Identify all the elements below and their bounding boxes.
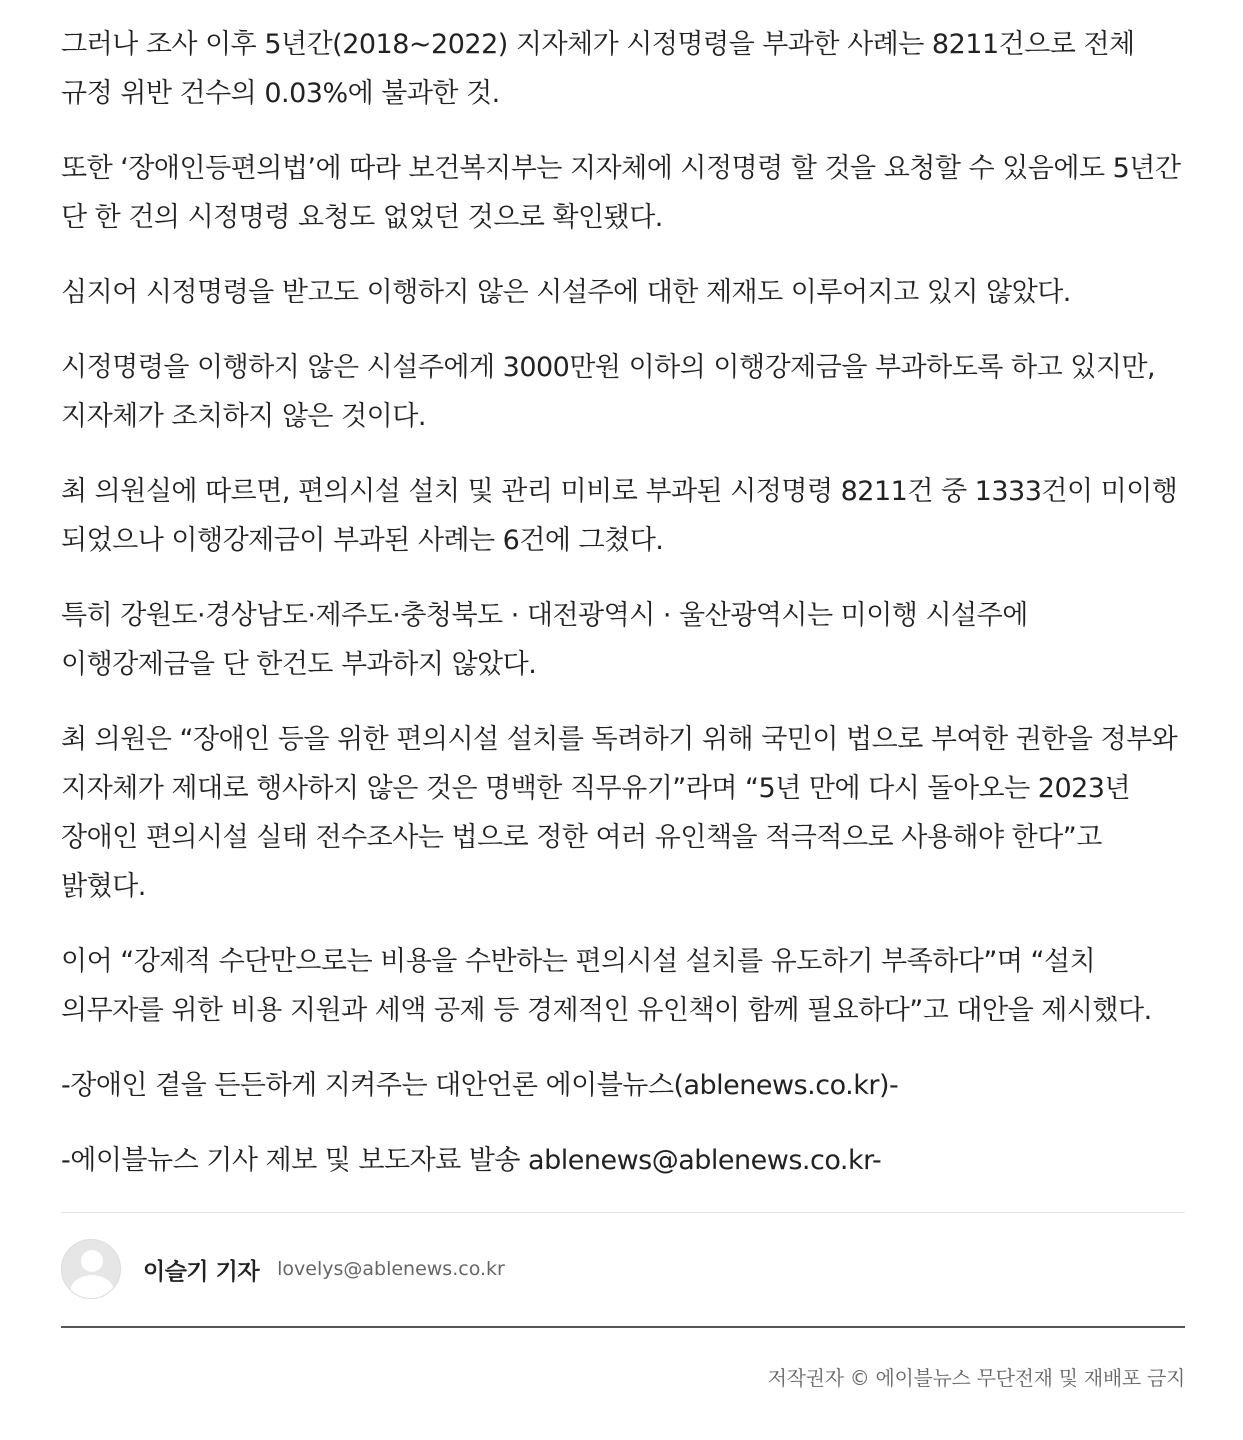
article-body <box>61 20 1185 1211</box>
article-paragraph-4: 시정명령을 이행하지 않은 시설주에게 3000만원 이하의 이행강제금을 부과하도록 하고 있지만, 지자체가 조치하지 않은 것이다. <box>61 352 1156 432</box>
article-paragraph-5: 최 의원실에 따르면, 편의시설 설치 및 관리 미비로 부과된 시정명령 8211건 중 1333건이 미이행 되었으나 이행강제금이 부과된 사례는 6건에 그쳤다. <box>61 476 1178 556</box>
article-paragraph-3: 심지어 시정명령을 받고도 이행하지 않은 시설주에 대한 제재도 이루어지고 있지 않았다. <box>61 277 1071 308</box>
article-tagline: -장애인 곁을 든든하게 지켜주는 대안언론 에이블뉴스(ablenews.co.kr)- <box>61 1070 899 1101</box>
avatar-shoulders-shape <box>70 1275 114 1299</box>
reporter-name[interactable]: 이슬기 기자 <box>143 1258 260 1285</box>
copyright-notice: 저작권자 © 에이블뉴스 무단전재 및 재배포 금지 <box>767 1366 1185 1390</box>
article-paragraph-8: 이어 “강제적 수단만으로는 비용을 수반하는 편의시설 설치를 유도하기 부족하다”며 “설치 의무자를 위한 비용 지원과 세액 공제 등 경제적인 유인책이 함께 필요하다”고 대안을 제시했다. <box>61 946 1152 1026</box>
article-contact: -에이블뉴스 기사 제보 및 보도자료 발송 ablenews@ablenews.co.kr- <box>61 1145 882 1176</box>
reporter-email[interactable]: lovelys@ablenews.co.kr <box>277 1258 505 1280</box>
article-paragraph-2: 또한 ‘장애인등편의법’에 따라 보건복지부는 지자체에 시정명령 할 것을 요청할 수 있음에도 5년간 단 한 건의 시정명령 요청도 없었던 것으로 확인됐다. <box>61 153 1181 233</box>
byline-divider-bottom <box>61 1326 1185 1328</box>
article-paragraph-7: 최 의원은 “장애인 등을 위한 편의시설 설치를 독려하기 위해 국민이 법으로 부여한 권한을 정부와 지자체가 제대로 행사하지 않은 것은 명백한 직무유기”라며 “5년 만에 다시 돌아오는 2023년 장애인 편의시설 실태 전수조사는 법으로 정한 여러 유인책을 적극적으로 사용해야 한다”고 밝혔다. <box>61 724 1178 902</box>
user-avatar-icon[interactable] <box>61 1239 121 1299</box>
reporter-byline <box>61 1238 505 1300</box>
article-paragraph-1: 그러나 조사 이후 5년간(2018~2022) 지자체가 시정명령을 부과한 사례는 8211건으로 전체 규정 위반 건수의 0.03%에 불과한 것. <box>61 29 1135 109</box>
byline-divider-top <box>61 1212 1185 1213</box>
article-paragraph-6: 특히 강원도·경상남도·제주도·충청북도 · 대전광역시 · 울산광역시는 미이행 시설주에 이행강제금을 단 한건도 부과하지 않았다. <box>61 600 1028 680</box>
avatar-head-shape <box>81 1250 103 1272</box>
